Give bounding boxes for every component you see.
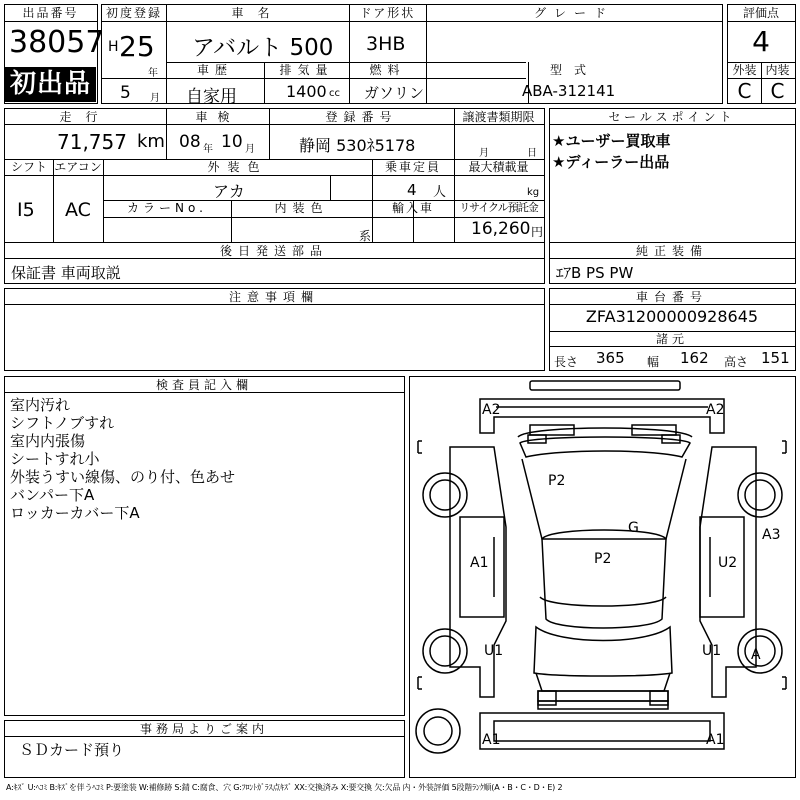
options-value: ｴｱB PS PW: [556, 264, 634, 282]
sales-point-2: ★ディーラー出品: [552, 153, 670, 171]
reg-year-unit: 年: [148, 68, 158, 79]
insp-year-unit: 年: [203, 144, 213, 155]
office-label: 事務局よりご案内: [139, 722, 268, 736]
mark-p2-roof: P2: [594, 551, 612, 567]
options-box: [549, 242, 796, 284]
model: ABA-312141: [522, 82, 616, 100]
history-label: 車歴: [196, 63, 233, 77]
lot-label: 出品番号: [22, 6, 79, 20]
legend: A:ｷｽﾞ U:ﾍｺﾐ B:ｷｽﾞを伴うﾍｺﾐ P:要塗装 W:補修跡 S:錆 C:腐食、穴 G:ﾌﾛﾝﾄｶﾞﾗｽ点ｷｽﾞ XX:交換済み X:要交換 欠:欠品 内・外装評価 5段階ﾗﾝｸ順(A・B・C・D・E) 2: [6, 783, 563, 792]
fuel: ガソリン: [364, 84, 425, 102]
interior-color-label: 内装色: [274, 201, 329, 215]
ac: AC: [65, 199, 91, 221]
notes-label: 注意事項欄: [228, 290, 319, 304]
inspector-line-1: 室内汚れ: [10, 396, 71, 414]
mileage-unit: km: [137, 131, 165, 152]
ext-label: 外装: [732, 63, 757, 77]
inspector-line-5: 外装うすい線傷、のり付、色あせ: [10, 468, 236, 486]
fuel-label: 燃料: [369, 63, 406, 77]
score-box: [727, 4, 796, 104]
era: H: [108, 39, 119, 55]
mark-u2: U2: [718, 555, 738, 571]
mark-a2-left: A2: [482, 402, 501, 418]
sales-label: セールスポイント: [608, 110, 736, 124]
lot-box: [4, 4, 105, 104]
insp-year: 08: [179, 132, 201, 152]
transfer-label: 譲渡書類期限: [462, 110, 535, 124]
recycle-unit: 円: [531, 225, 544, 239]
capacity-unit: 人: [433, 185, 447, 200]
height: 151: [761, 349, 790, 367]
mark-g: G: [628, 520, 639, 536]
reg-year: 25: [119, 30, 155, 63]
load-unit: kg: [527, 187, 540, 198]
inspector-line-7: ロッカーカバー下A: [10, 504, 140, 522]
mark-a3: A3: [762, 527, 781, 543]
lot-number: 38057: [9, 25, 105, 60]
mark-u1-right: U1: [702, 643, 722, 659]
model-label: 型式: [549, 63, 598, 77]
inspector-line-4: シートすれ小: [10, 450, 100, 468]
spec-box: [101, 4, 723, 107]
inspector-line-2: シフトノブすれ: [10, 414, 115, 432]
mark-u1-left: U1: [484, 643, 504, 659]
score: 4: [752, 25, 770, 58]
detail-box: [4, 108, 545, 243]
mark-a1-bottom-right: A1: [706, 732, 725, 748]
mark-a1-left: A1: [470, 555, 489, 571]
capacity-label: 乗車定員: [384, 160, 441, 174]
interior-unit: 系: [359, 229, 372, 243]
length-label: 長さ: [554, 355, 579, 369]
transfer-day-unit: 日: [527, 148, 537, 159]
int-label: 内装: [765, 63, 790, 77]
parts-box: [4, 242, 545, 284]
mileage: 71,757: [57, 130, 127, 154]
chassis-box: [549, 288, 796, 371]
color-label: 外装色: [207, 160, 268, 174]
reg-month: 5: [120, 83, 131, 103]
recycle: 16,260: [471, 219, 531, 239]
options-label: 純正装備: [635, 244, 708, 258]
inspector-line-3: 室内内張傷: [10, 432, 86, 450]
length: 365: [596, 349, 625, 367]
shift: I5: [17, 199, 35, 221]
car-diagram-svg: [410, 377, 794, 776]
first-listing-badge: 初出品: [5, 67, 96, 102]
office-value: ＳＤカード預り: [19, 741, 125, 759]
height-label: 高さ: [724, 355, 749, 369]
cc-unit: cc: [329, 88, 340, 99]
displacement-label: 排気量: [279, 63, 334, 77]
dims-label: 諸元: [655, 332, 688, 346]
door-label: ドア形状: [359, 6, 416, 20]
mark-a1-bottom-left: A1: [482, 732, 501, 748]
score-label: 評価点: [742, 6, 779, 20]
import-label: 輸入車: [391, 201, 434, 215]
grade-label: グレード: [533, 6, 614, 20]
ac-label: エアコン: [54, 160, 102, 174]
ext-grade: C: [737, 79, 752, 103]
door-type: 3HB: [366, 33, 406, 55]
sales-box: [549, 108, 796, 243]
car-name: アバルト 500: [192, 35, 334, 61]
sales-point-1: ★ユーザー買取車: [552, 132, 671, 150]
color-no-label: カラーNo.: [127, 201, 207, 215]
plate-label: 登録番号: [325, 110, 398, 124]
history: 自家用: [186, 87, 237, 107]
capacity: 4: [407, 181, 417, 199]
color: アカ: [213, 182, 245, 201]
inspector-box: [4, 376, 405, 716]
recycle-label: リサイクル預託金: [459, 201, 538, 214]
width: 162: [680, 349, 709, 367]
chassis-number: ZFA31200000928645: [585, 307, 759, 326]
mileage-label: 走行: [59, 110, 112, 124]
car-name-label: 車名: [231, 6, 284, 20]
office-box: [4, 720, 405, 778]
reg-month-unit: 月: [150, 93, 160, 104]
mark-a-wheel: A: [751, 647, 761, 663]
plate: 静岡 530ﾈ5178: [299, 136, 416, 155]
transfer-month-unit: 月: [479, 148, 489, 159]
car-diagram: [409, 376, 796, 778]
load-label: 最大積載量: [468, 160, 529, 174]
width-label: 幅: [647, 355, 660, 369]
shift-label: シフト: [10, 160, 47, 174]
inspector-label: 検査員記入欄: [155, 378, 252, 392]
mark-p2-hood: P2: [548, 473, 566, 489]
parts-label: 後日発送部品: [219, 244, 328, 258]
insp-month-unit: 月: [245, 144, 255, 155]
notes-box: [4, 288, 545, 371]
parts-value: 保証書 車両取説: [11, 264, 121, 282]
int-grade: C: [770, 79, 785, 103]
inspector-line-6: バンパー下A: [10, 486, 95, 504]
displacement: 1400: [286, 82, 327, 101]
chassis-label: 車台番号: [635, 290, 708, 304]
inspection-label: 車検: [195, 110, 240, 124]
mark-a2-right: A2: [706, 402, 725, 418]
first-reg-label: 初度登録: [105, 6, 162, 20]
insp-month: 10: [221, 132, 243, 152]
